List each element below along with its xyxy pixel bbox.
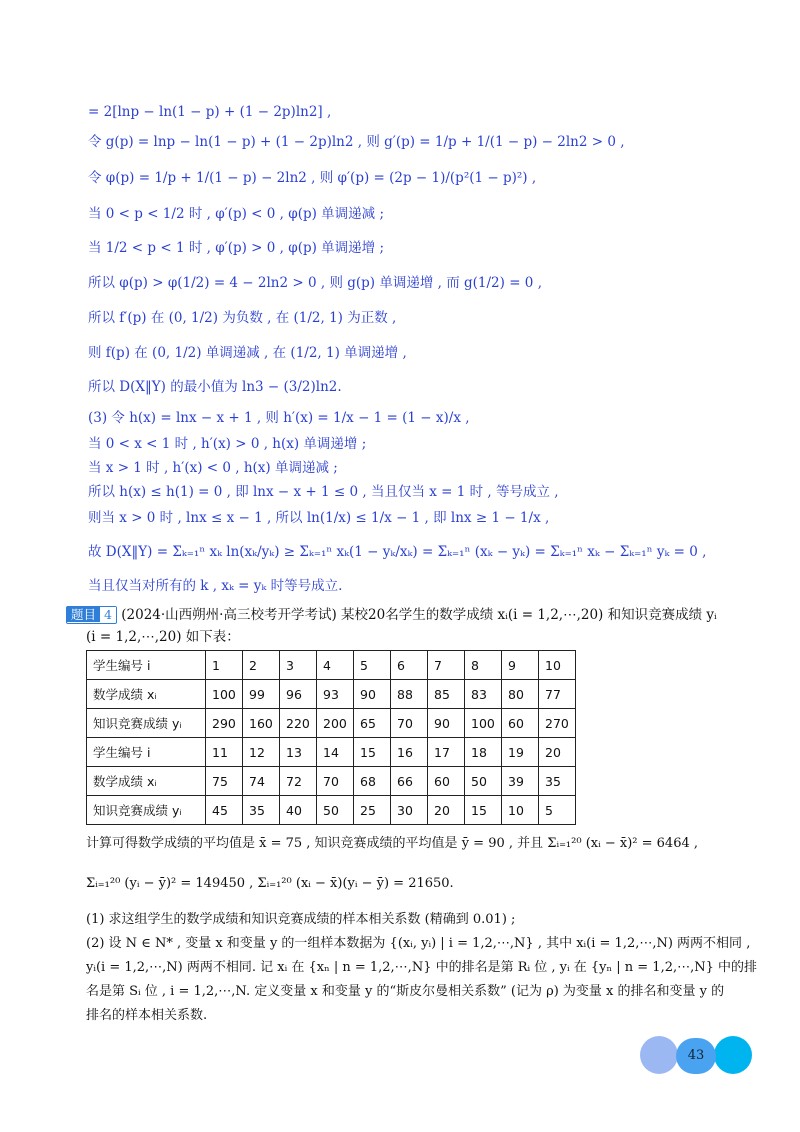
table-cell: 2 [243,651,280,680]
table-cell: 77 [539,680,576,709]
table-row [87,738,576,767]
table-cell: 7 [428,651,465,680]
table-cell: 14 [317,738,354,767]
solution-line: 当 0 < p < 1/2 时 , φ′(p) < 0 , φ(p) 单调递减 ; [88,206,385,222]
table-cell: 10 [539,651,576,680]
table-cell: 6 [391,651,428,680]
table-cell: 11 [206,738,243,767]
table-cell: 83 [465,680,502,709]
table-cell: 19 [502,738,539,767]
table-cell: 50 [317,796,354,825]
table-cell: 70 [391,709,428,738]
solution-line: 当且仅当对所有的 k , xₖ = yₖ 时等号成立. [88,578,343,594]
table-cell: 18 [465,738,502,767]
table-cell: 30 [391,796,428,825]
table-row [87,767,576,796]
solution-line: 故 D(X‖Y) = Σₖ₌₁ⁿ xₖ ln(xₖ/yₖ) ≥ Σₖ₌₁ⁿ xₖ(1 − yₖ/xₖ) = Σₖ₌₁ⁿ (xₖ − yₖ) = Σₖ₌₁ⁿ xₖ − Σₖ₌₁ⁿ yₖ = 0 , [88,544,707,560]
problem-intro-cont: (i = 1,2,⋯,20) 如下表： [86,629,240,645]
table-cell: 10 [502,796,539,825]
table-cell: 88 [391,680,428,709]
table-cell: 80 [502,680,539,709]
solution-line: (3) 令 h(x) = lnx − x + 1 , 则 h′(x) = 1/x − 1 = (1 − x)/x , [88,410,470,426]
table-cell: 45 [206,796,243,825]
solution-line: 所以 f′(p) 在 (0, 1/2) 为负数 , 在 (1/2, 1) 为正数 , [88,310,397,326]
table-cell: 3 [280,651,317,680]
solution-line: 则 f(p) 在 (0, 1/2) 单调递减 , 在 (1/2, 1) 单调递增 , [88,345,407,361]
table-cell: 13 [280,738,317,767]
table-cell: 99 [243,680,280,709]
problem-tag-label: 题目 [67,607,100,622]
table-cell: 35 [243,796,280,825]
table-row [87,651,576,680]
question-2-line-4: 排名的样本相关系数. [86,1008,208,1023]
table-cell: 160 [243,709,280,738]
solution-line: 令 g(p) = lnp − ln(1 − p) + (1 − 2p)ln2 , 则 g′(p) = 1/p + 1/(1 − p) − 2ln2 > 0 , [88,134,625,150]
problem-intro: 某校20名学生的数学成绩 xᵢ(i = 1,2,⋯,20) 和知识竞赛成绩 yᵢ [341,607,717,623]
table-cell: 85 [428,680,465,709]
stats-line-1: 计算可得数学成绩的平均值是 x̄ = 75 , 知识竞赛成绩的平均值是 ȳ = 90 , 并且 Σᵢ₌₁²⁰ (xᵢ − x̄)² = 6464 , [86,836,698,851]
scores-table [86,650,576,825]
table-cell: 8 [465,651,502,680]
table-cell: 60 [502,709,539,738]
table-cell: 65 [354,709,391,738]
table-cell: 290 [206,709,243,738]
table-cell: 100 [206,680,243,709]
table-row-label: 数学成绩 xᵢ [87,680,206,709]
question-2-line-3: 名是第 Sᵢ 位 , i = 1,2,⋯,N. 定义变量 x 和变量 y 的“斯皮尔曼相关系数” (记为 ρ) 为变量 x 的排名和变量 y 的 [86,984,725,999]
solution-line: = 2[lnp − ln(1 − p) + (1 − 2p)ln2] , [88,104,332,120]
table-row-label: 知识竞赛成绩 yᵢ [87,709,206,738]
table-cell: 200 [317,709,354,738]
table-cell: 66 [391,767,428,796]
page-decor-left [640,1036,678,1074]
table-cell: 20 [428,796,465,825]
table-cell: 72 [280,767,317,796]
problem-tag [66,606,117,624]
table-cell: 50 [465,767,502,796]
table-cell: 96 [280,680,317,709]
solution-line: 当 x > 1 时 , h′(x) < 0 , h(x) 单调递减 ; [88,460,338,476]
table-cell: 68 [354,767,391,796]
table-cell: 15 [465,796,502,825]
table-row [87,796,576,825]
table-cell: 39 [502,767,539,796]
table-cell: 93 [317,680,354,709]
table-cell: 9 [502,651,539,680]
problem-source: (2024·山西朔州·高三校考开学考试) [121,607,337,623]
table-cell: 1 [206,651,243,680]
table-cell: 75 [206,767,243,796]
table-cell: 17 [428,738,465,767]
solution-line: 所以 h(x) ≤ h(1) = 0 , 即 lnx − x + 1 ≤ 0 , 当且仅当 x = 1 时 , 等号成立 , [88,484,559,500]
table-cell: 15 [354,738,391,767]
table-cell: 25 [354,796,391,825]
question-2-line-2: yᵢ(i = 1,2,⋯,N) 两两不相同. 记 xᵢ 在 {xₙ | n = 1,2,⋯,N} 中的排名是第 Rᵢ 位 , yᵢ 在 {yₙ | n = 1,2,⋯,N} 中的排 [86,960,758,975]
question-2-line-1: (2) 设 N ∈ N* , 变量 x 和变量 y 的一组样本数据为 {(xᵢ, yᵢ) | i = 1,2,⋯,N} , 其中 xᵢ(i = 1,2,⋯,N) 两两不相同 , [86,936,751,951]
table-cell: 70 [317,767,354,796]
table-row-label: 学生编号 i [87,738,206,767]
table-cell: 5 [354,651,391,680]
table-cell: 16 [391,738,428,767]
solution-line: 当 0 < x < 1 时 , h′(x) > 0 , h(x) 单调递增 ; [88,436,367,452]
solution-line: 令 φ(p) = 1/p + 1/(1 − p) − 2ln2 , 则 φ′(p) = (2p − 1)/(p²(1 − p)²) , [88,170,537,186]
table-row [87,709,576,738]
solution-line: 所以 φ(p) > φ(1/2) = 4 − 2ln2 > 0 , 则 g(p) 单调递增 , 而 g(1/2) = 0 , [88,275,542,291]
table-row-label: 数学成绩 xᵢ [87,767,206,796]
question-1: (1) 求这组学生的数学成绩和知识竞赛成绩的样本相关系数 (精确到 0.01) ; [86,912,516,927]
table-cell: 220 [280,709,317,738]
table-cell: 4 [317,651,354,680]
table-cell: 12 [243,738,280,767]
solution-line: 所以 D(X‖Y) 的最小值为 ln3 − (3/2)ln2. [88,379,342,395]
table-cell: 5 [539,796,576,825]
solution-line: 当 1/2 < p < 1 时 , φ′(p) > 0 , φ(p) 单调递增 ; [88,240,385,256]
table-cell: 90 [428,709,465,738]
page-decor-right [714,1036,752,1074]
problem-tag-number: 4 [100,607,116,622]
problem-4 [66,604,738,648]
table-cell: 60 [428,767,465,796]
stats-line-2: Σᵢ₌₁²⁰ (yᵢ − ȳ)² = 149450 , Σᵢ₌₁²⁰ (xᵢ − x̄)(yᵢ − ȳ) = 21650. [86,876,454,891]
table-cell: 100 [465,709,502,738]
page-number: 43 [676,1038,716,1074]
table-cell: 40 [280,796,317,825]
table-cell: 270 [539,709,576,738]
table-cell: 20 [539,738,576,767]
table-cell: 74 [243,767,280,796]
table-row-label: 知识竞赛成绩 yᵢ [87,796,206,825]
table-cell: 90 [354,680,391,709]
table-cell: 35 [539,767,576,796]
solution-line: 则当 x > 0 时 , lnx ≤ x − 1 , 所以 ln(1/x) ≤ 1/x − 1 , 即 lnx ≥ 1 − 1/x , [88,510,550,526]
table-row-label: 学生编号 i [87,651,206,680]
table-row [87,680,576,709]
